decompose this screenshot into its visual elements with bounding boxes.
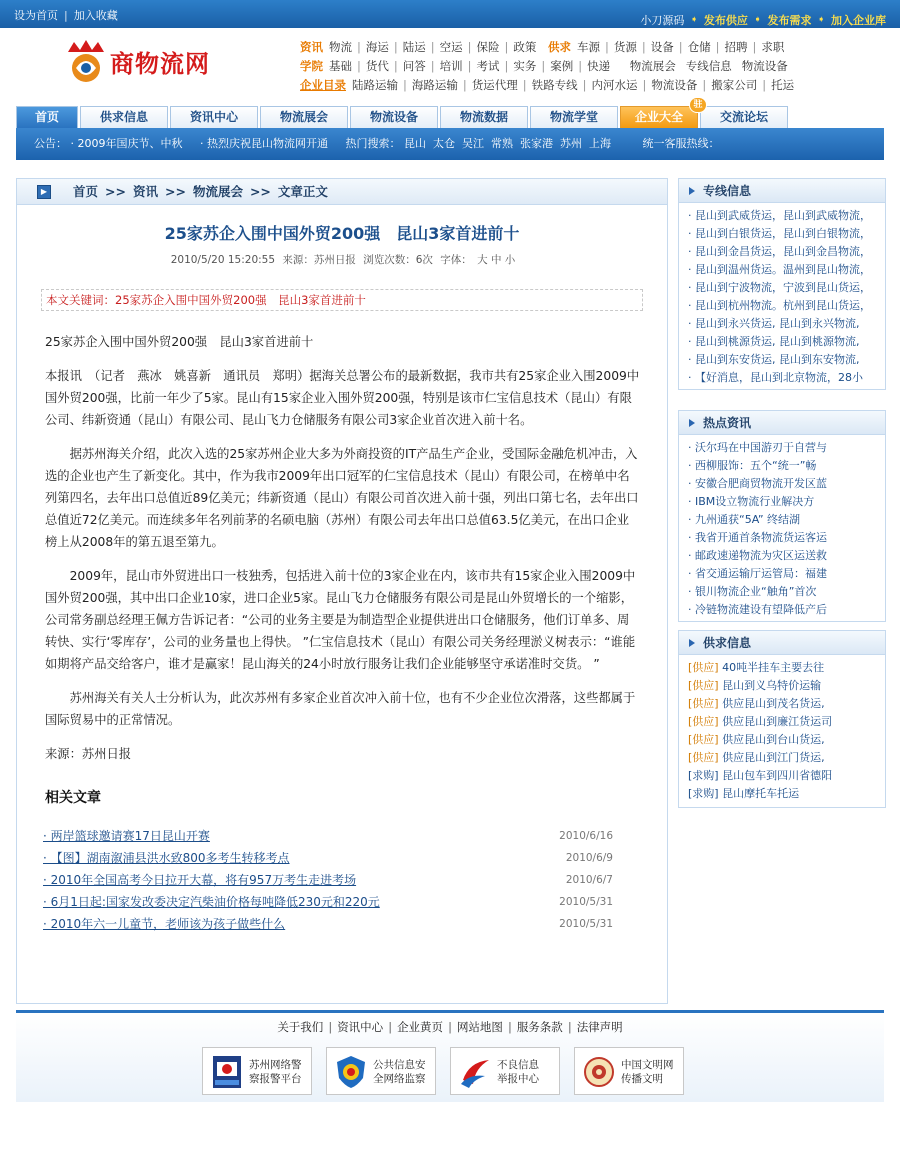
sidebar-header [679,179,885,203]
site-logo[interactable] [64,38,244,90]
category-link[interactable]: 设备 [650,40,674,54]
list-item[interactable]: · 沃尔玛在中国游刃于自营与 [688,441,827,454]
badge-line: 不良信息 [497,1059,539,1071]
related-date: 2010/6/7 [565,874,613,886]
badge-line: 举报中心 [497,1073,539,1085]
category-link[interactable]: 搬家公司 [711,78,758,92]
category-link[interactable]: 物流设备 [651,78,698,92]
supply-tag: [供应] [688,679,719,692]
related-link[interactable]: · 6月1日起:国家发改委决定汽柴油价格每吨降低230元和220元 [43,895,380,909]
supply-tag: [供应] [688,751,719,764]
category-link[interactable]: 仓储 [687,40,711,54]
badge-police[interactable] [202,1047,312,1095]
related-link[interactable]: · 2010年全国高考今日拉开大幕，将有957万考生走进考场 [43,873,357,887]
triangle-right-icon [689,187,695,195]
category-link[interactable]: 招聘 [724,40,748,54]
list-item [43,913,613,935]
arrow-icon: ➧ [753,15,762,25]
category-link[interactable]: 货运代理 [471,78,518,92]
hot-search-link[interactable]: 昆山 [404,137,426,150]
breadcrumb-news[interactable]: 资讯 [132,184,158,199]
category-link[interactable]: 物流展会 [629,59,676,73]
category-link[interactable]: 保险 [476,40,500,54]
related-date: 2010/5/31 [559,918,613,930]
stationed-badge: 驻 [689,97,707,113]
category-link[interactable]: 托运 [771,78,795,92]
sidebar-title: 供求信息 [703,636,752,650]
related-link[interactable]: · 【图】湖南溆浦县洪水致800多考生转移考点 [43,851,290,865]
footer-link-about[interactable]: 关于我们 [277,1020,324,1034]
publish-demand-link[interactable]: 发布需求 [767,14,812,27]
demand-tag: [求购] [688,787,719,800]
list-item [43,825,613,847]
list-item[interactable] [688,731,885,749]
related-link[interactable]: · 两岸篮球邀请赛17日昆山开赛 [43,829,210,843]
article-paragraph: 25家苏企入围中国外贸200强 昆山3家首进前十 [45,335,314,349]
list-item[interactable]: · 【好消息，昆山到北京物流，28小 [688,371,863,384]
report-icon [459,1054,491,1090]
tab-school[interactable]: 物流学堂 [530,106,618,128]
category-link[interactable]: 问答 [402,59,426,73]
site-footer [16,1010,884,1102]
notice-link[interactable]: · 2009年国庆节、中秋 [70,137,183,150]
category-row-news: 资讯 物流 | 海运 | 陆运 | 空运 | 保险 | 政策 供求 车源 | 货源 | 设备 | 仓储 | 招聘 | 求职 [300,40,785,54]
category-link[interactable]: 空运 [439,40,463,54]
footer-link-legal[interactable]: 法律声明 [576,1020,623,1034]
hot-search-link[interactable]: 苏州 [560,137,582,150]
sidebar-title: 专线信息 [703,184,752,198]
supply-text: 供应昆山到茂名货运, [718,697,825,710]
supply-text: 供应昆山到廉江货运司 [718,715,833,728]
join-enterprise-link[interactable]: 加入企业库 [831,14,886,27]
category-row-directory: 企业目录 陆路运输 | 海路运输 | 货运代理 | 铁路专线 | 内河水运 | 物流设备 | 搬家公司 | 托运 [300,78,795,92]
badge-civilization[interactable] [574,1047,684,1095]
breadcrumb-home[interactable]: 首页 [73,184,99,199]
category-link[interactable]: 求职 [761,40,785,54]
related-date: 2010/6/9 [565,852,613,864]
footer-link-directory[interactable]: 企业黄页 [397,1020,444,1034]
article-paragraph: 苏州海关有关人士分析认为，此次苏州有多家企业首次冲入前十位，也有不少企业位次滑落，这些都属于国际贸易中的正常情况。 [45,691,636,727]
category-link[interactable]: 铁路专线 [531,78,578,92]
hotline-label: 统一客服热线： [642,137,720,150]
list-item[interactable]: · 省交通运输厅运管局：福建 [688,567,827,580]
supply-text: 昆山包车到四川省德阳 [718,769,833,782]
category-link[interactable]: 海运 [365,40,389,54]
list-item[interactable]: · 昆山到杭州物流。杭州到昆山货运， [688,299,871,312]
logo-mark-icon [64,38,108,86]
list-item[interactable]: · 九州通获“5A” 终结湖 [688,513,801,526]
sidebar-header [679,411,885,435]
list-item[interactable]: · 安徽合肥商贸物流开发区蓝 [688,477,827,490]
notice-label: 公告： [34,137,67,150]
related-date: 2010/5/31 [559,896,613,908]
list-item[interactable]: · 银川物流企业“触角”首次 [688,585,817,598]
set-homepage-link[interactable]: 设为首页 [14,9,58,22]
category-link[interactable]: 物流 [329,40,352,54]
font-size-label: 字体： [440,254,472,266]
font-size-medium[interactable]: 中 [490,254,502,266]
category-link[interactable]: 基础 [329,59,352,73]
list-item[interactable]: · 昆山到永兴货运, 昆山到永兴物流, [688,317,860,330]
breadcrumb-arrow-icon: ▶ [37,185,51,199]
tab-supply-demand[interactable]: 供求信息 [80,106,168,128]
triangle-right-icon [689,419,695,427]
supply-text: 供应昆山到江门货运, [718,751,825,764]
badge-line: 苏州网络警 [249,1059,302,1071]
list-item[interactable] [688,659,885,677]
article-source-footer: 来源：苏州日报 [45,747,132,761]
related-date: 2010/6/16 [559,830,613,842]
list-item[interactable]: · 昆山到武威货运，昆山到武威物流， [688,209,871,222]
police-icon [211,1054,243,1090]
site-header [0,28,900,100]
demand-tag: [求购] [688,769,719,782]
list-item[interactable]: · 冷链物流建设有望降低产后 [688,603,827,616]
article-meta [17,252,667,267]
category-link[interactable]: 海路运输 [411,78,458,92]
list-item [43,891,613,913]
list-item[interactable]: · 昆山到金昌货运，昆山到金昌物流， [688,245,871,258]
arrow-icon: ➧ [817,15,825,25]
breadcrumb: ▶ 首页 >> 资讯 >> 物流展会 >> 文章正文 [17,179,667,205]
list-item[interactable] [688,785,885,803]
top-left-links: 设为首页 | 加入收藏 [14,9,118,22]
category-link[interactable]: 培训 [439,59,463,73]
hot-search-link[interactable]: 太仓 [433,137,455,150]
font-size-small[interactable]: 小 [504,254,516,266]
related-list [43,825,613,935]
category-link[interactable]: 陆路运输 [352,78,398,92]
badge-security[interactable] [326,1047,436,1095]
category-link[interactable]: 内河水运 [591,78,638,92]
badge-line: 察报警平台 [249,1073,302,1085]
supply-text: 40吨半挂车主要去往 [718,661,825,674]
supply-tag: [供应] [688,697,719,710]
list-item[interactable] [688,677,885,695]
related-heading: 相关文章 [45,790,101,806]
sidebar-title: 热点资讯 [703,416,752,430]
category-link[interactable]: 陆运 [402,40,426,54]
source-link[interactable]: 小刀源码 [640,14,685,27]
main-nav [16,100,884,164]
category-key-college[interactable]: 学院 [300,59,323,73]
nav-tabs [16,100,884,128]
list-item[interactable] [688,695,885,713]
notice-link[interactable]: · 热烈庆祝昆山物流网开通 [200,137,328,150]
category-link[interactable]: 实务 [513,59,537,73]
category-link[interactable]: 政策 [513,40,537,54]
list-item[interactable]: · 昆山到东安货运, 昆山到东安物流, [688,353,860,366]
category-link[interactable]: 快递 [587,59,611,73]
font-size-large[interactable]: 大 [477,254,488,266]
tab-news-center[interactable]: 资讯中心 [170,106,258,128]
tab-exhibitions[interactable]: 物流展会 [260,106,348,128]
tab-enterprises-label: 企业大全 [634,110,683,124]
supply-text: 供应昆山到台山货运, [718,733,825,746]
footer-links: 关于我们 | 资讯中心 | 企业黄页 | 网站地图 | 服务条款 | 法律声明 [277,1020,623,1034]
list-item[interactable]: · 邮政速递物流为灾区运送救 [688,549,827,562]
sidebar-list [679,435,885,619]
sidebar-list [679,655,885,803]
list-item[interactable]: · IBM设立物流行业解决方 [688,495,815,508]
tab-equipment[interactable]: 物流设备 [350,106,438,128]
article-date: 2010/5/20 15:20:55 [170,254,276,266]
civilization-icon [583,1054,615,1090]
article-views: 浏览次数：6次 [363,254,433,266]
breadcrumb-exhibitions[interactable]: 物流展会 [192,184,243,199]
list-item[interactable]: · 昆山到温州货运。温州到昆山物流， [688,263,871,276]
category-link[interactable]: 专线信息 [685,59,732,73]
supply-tag: [供应] [688,715,719,728]
footer-link-terms[interactable]: 服务条款 [516,1020,563,1034]
arrow-icon: ➧ [690,15,698,25]
hot-search-link[interactable]: 张家港 [520,137,553,150]
category-row-college: 学院 基础 | 货代 | 问答 | 培训 | 考试 | 实务 | 案例 | 快递 物流展会 专线信息 物流设备 [300,59,788,73]
notice-bar [16,128,884,160]
badge-report[interactable] [450,1047,560,1095]
top-right-links [640,12,886,28]
breadcrumb-current: 文章正文 [277,184,328,199]
article-keywords: 本文关键词：25家苏企入围中国外贸200强 昆山3家首进前十 [41,289,643,311]
supply-tag: [供应] [688,733,719,746]
supply-tag: [供应] [688,661,719,674]
badge-line: 公共信息安 [373,1059,426,1071]
list-item[interactable] [688,767,885,785]
category-link[interactable]: 货源 [613,40,637,54]
supply-text: 昆山摩托车托运 [718,787,800,800]
sidebar-hot-news [678,410,886,622]
tab-data[interactable]: 物流数据 [440,106,528,128]
list-item[interactable]: · 昆山到白银货运，昆山到白银物流， [688,227,871,240]
shield-icon [335,1054,367,1090]
supply-text: 昆山到义乌特价运输 [718,679,822,692]
footer-badges [202,1047,684,1095]
list-item[interactable] [688,713,885,731]
article-body [45,331,641,765]
top-bar [0,0,900,28]
article-paragraph: 2009年，昆山市外贸进出口一枝独秀，包括进入前十位的3家企业在内，该市共有15家企业入围2009中国外贸200强，其中出口企业10家，进口企业5家。昆山飞力仓储服务有限公司是昆山外贸增长的一个缩影，公司常务副总经理王佩方告诉记者：“公司的业务主要是为制造型企业提供进出口仓储服务，他们订单多、周转快、实行‘零库存’，公司的业务量也上得快。 ”仁宝信息技术（昆山）有限公司关务经理淤义树表示：“谁能如期将产品交给客户，谁才是赢家！昆山海关的24小时放行服务让我们企业能够坚守承诺准时交货。 ” [45,569,636,671]
category-key-news[interactable]: 资讯 [300,40,323,54]
list-item[interactable]: · 西柳服饰：五个“统一”畅 [688,459,817,472]
list-item[interactable]: · 昆山到宁波物流，宁波到昆山货运， [688,281,871,294]
related-link[interactable]: · 2010年六一儿童节，老师该为孩子做些什么 [43,917,286,931]
logo-text: 商物流网 [110,49,210,78]
category-link[interactable]: 案例 [550,59,574,73]
sidebar-list [679,203,885,387]
article-source: 来源：苏州日报 [282,254,356,266]
hot-search-link[interactable]: 常熟 [491,137,513,150]
hot-search-link[interactable]: 上海 [589,137,611,150]
sidebar-header [679,631,885,655]
hot-search-link[interactable]: 吴江 [462,137,484,150]
category-links [300,38,796,95]
category-key-directory[interactable]: 企业目录 [300,78,346,92]
footer-link-sitemap[interactable]: 网站地图 [456,1020,503,1034]
article-paragraph: 本报讯 （记者 燕冰 姚喜新 通讯员 郑明）据海关总署公布的最新数据，我市共有25家企业入围2009中国外贸200强，比前一年少了5家。昆山有15家企业入围外贸200强，特别是该市仁宝信息技术（昆山）有限公司、纬新资通（昆山）有限公司、昆山飞力仓储服务有限公司3家企业首次进入前十名。 [45,369,640,427]
add-favorite-link[interactable]: 加入收藏 [73,9,118,22]
category-link[interactable]: 车源 [577,40,601,54]
tab-enterprises[interactable] [620,100,703,128]
badge-line: 中国文明网 [621,1059,674,1071]
list-item [43,847,613,869]
publish-supply-link[interactable]: 发布供应 [703,14,748,27]
triangle-right-icon [689,639,695,647]
list-item[interactable]: · 我省开通首条物流货运客运 [688,531,827,544]
footer-link-news[interactable]: 资讯中心 [337,1020,384,1034]
hot-search-label: 热门搜索： [345,137,401,150]
article-title: 25家苏企入围中国外贸200强 昆山3家首进前十 [164,224,520,243]
category-link[interactable]: 货代 [365,59,389,73]
badge-line: 传播文明 [621,1073,663,1085]
tab-forum[interactable]: 交流论坛 [700,106,788,128]
category-link[interactable]: 考试 [476,59,500,73]
category-key-supply[interactable]: 供求 [548,40,572,54]
list-item[interactable] [688,749,885,767]
sidebar-special-lines [678,178,886,390]
sidebar-supply-demand [678,630,886,808]
list-item [43,869,613,891]
category-link[interactable]: 物流设备 [741,59,788,73]
article-paragraph: 据苏州海关介绍，此次入选的25家苏州企业大多为外商投资的IT产品生产企业，受国际金融危机冲击，入选的企业也产生了新变化。其中，作为我市2009年出口冠军的仁宝信息技术（昆山）有限公司，在榜单中名列第四名，去年出口总值近89亿美元；纬新资通（昆山）有限公司首次进入前十强，列出口第七名，去年出口总值近72亿美元。而连续多年名列前茅的名硕电脑（苏州）有限公司去年出口总值63.5亿美元，在出口企业榜上从2008年的第五退至第九。 [45,447,639,549]
badge-line: 全网络监察 [373,1073,426,1085]
list-item[interactable]: · 昆山到桃源货运, 昆山到桃源物流, [688,335,860,348]
tab-home[interactable]: 首页 [16,106,78,128]
article-panel [16,178,668,1004]
